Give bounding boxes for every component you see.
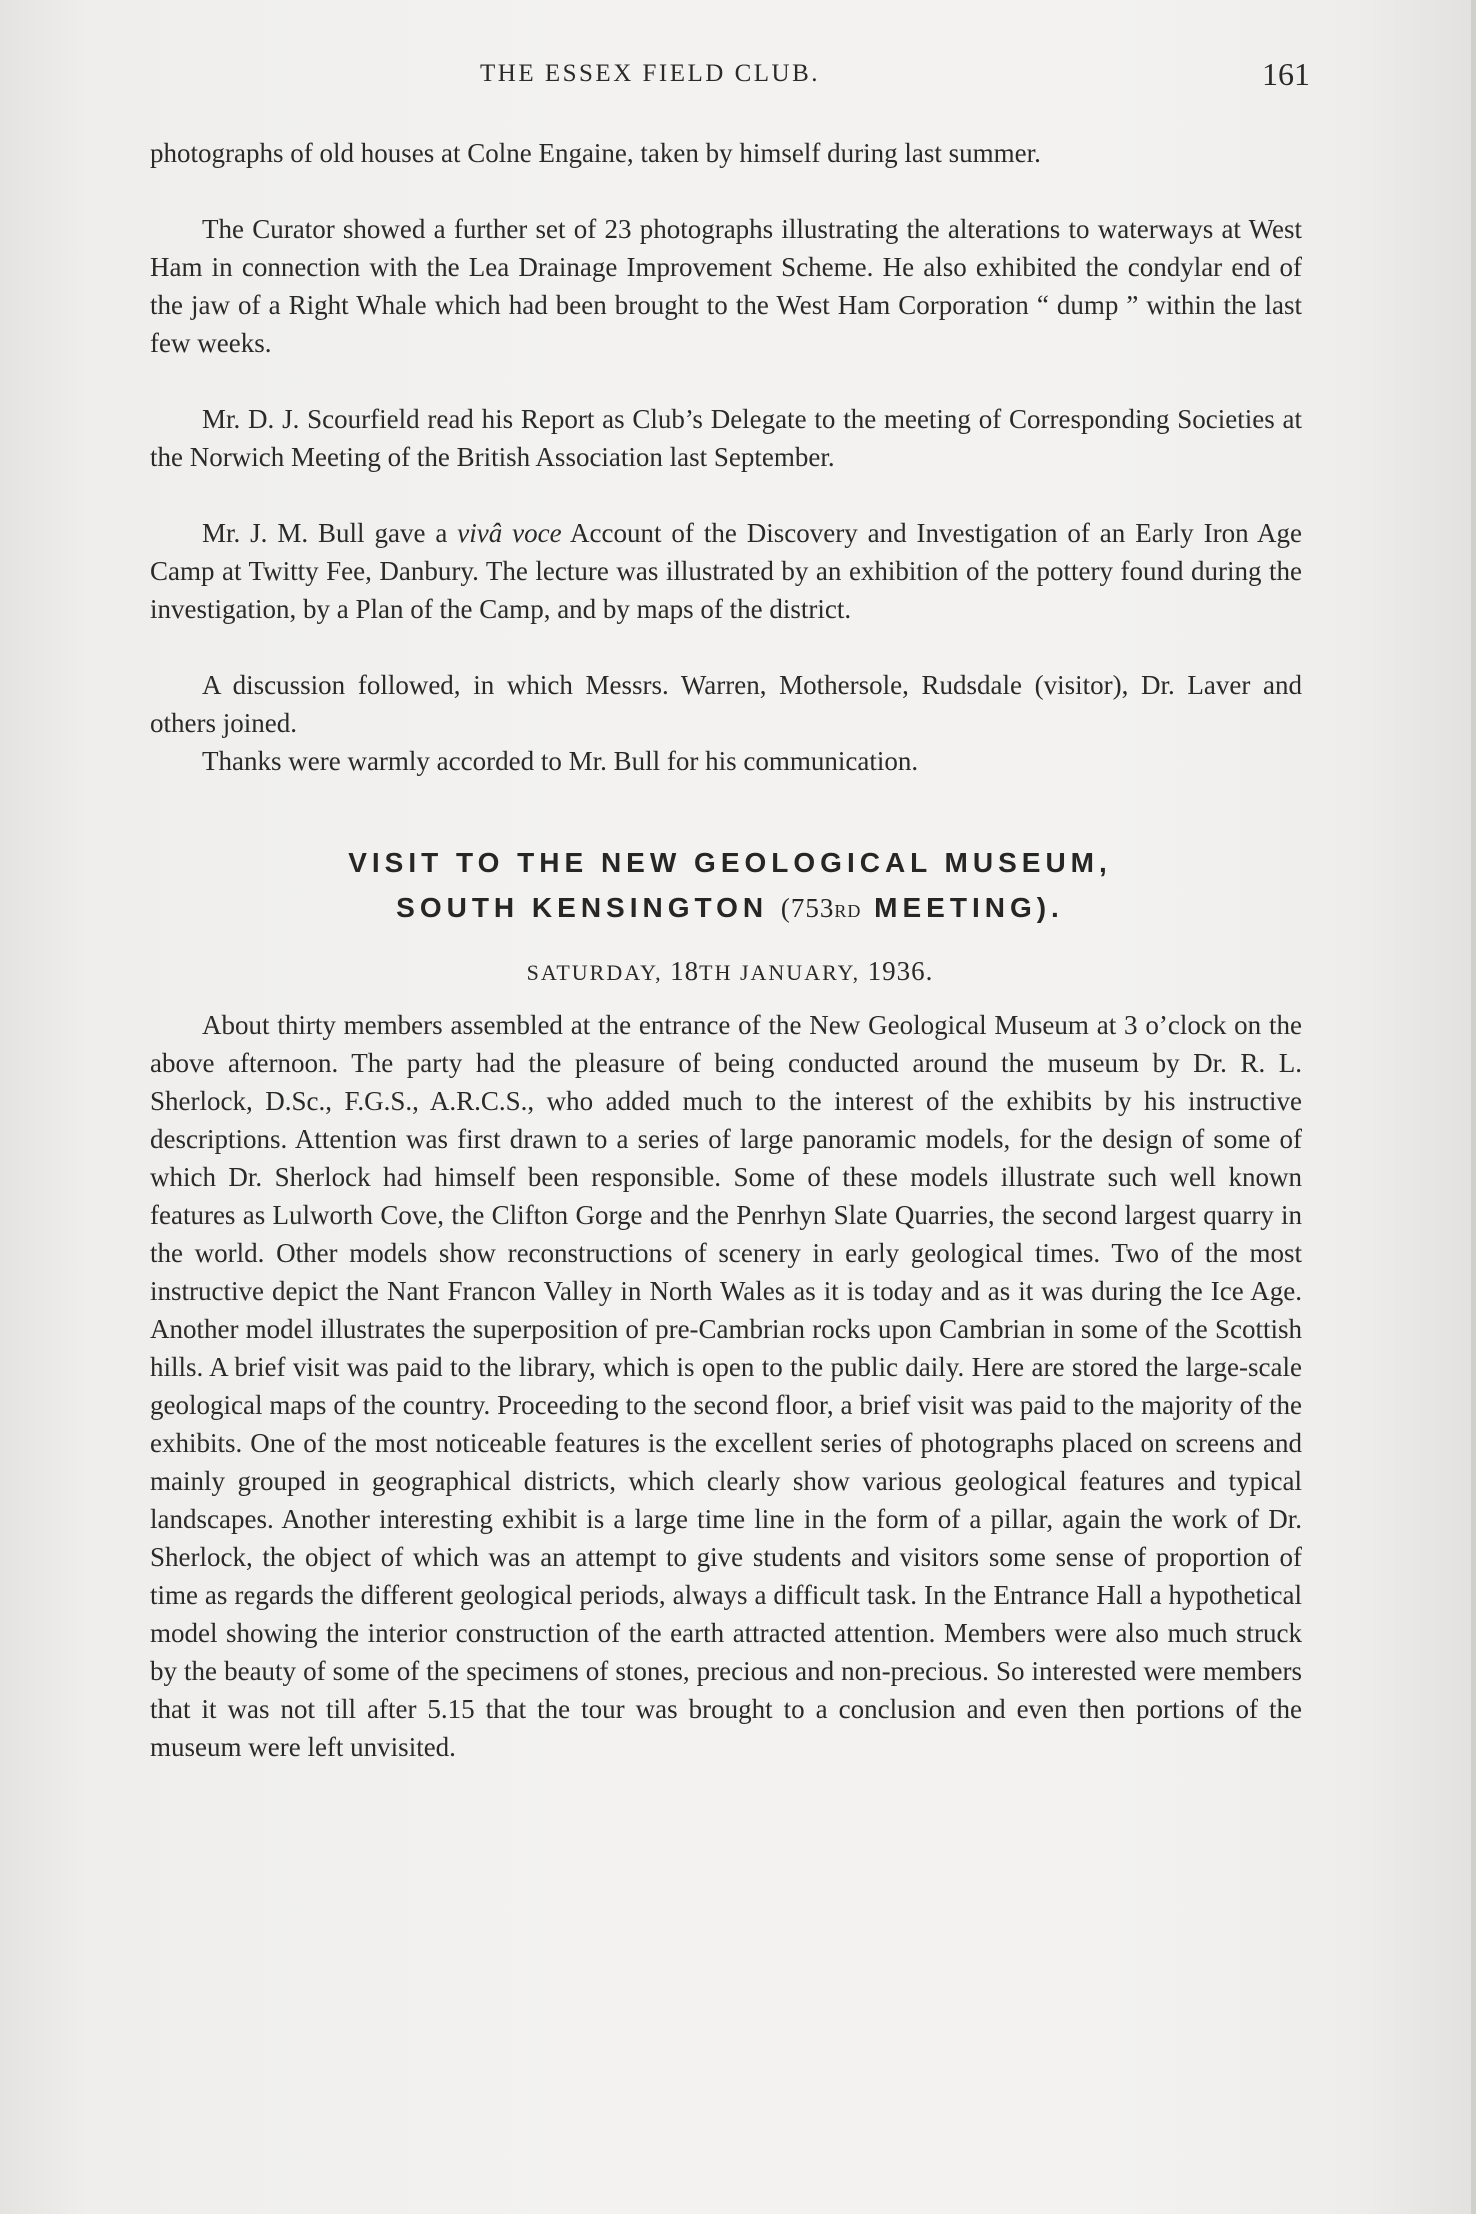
paragraph-museum-report: About thirty members assembled at the entrance of the New Geological Museum at 3 o’clock on the above afternoon. The party had the pleasure of being conducted around the museum by Dr. R. L. Sherlock, D.Sc., F.G.S., A.R.C.S., who added much to the interest of the exhibits by his instructive descriptions. Attention was first drawn to a series of large panoramic models, for the design of some of which Dr. Sherlock had himself been responsible. Some of these models illustrate such well known features as Lulworth Cove, the Clifton Gorge and the Penrhyn Slate Quarries, the second largest quarry in the world. Other models show reconstructions of scenery in early geological times. Two of the most instructive depict the Nant Francon Valley in North Wales as it is today and as it was during the Ice Age. Another model illustrates the superposition of pre-Cambrian rocks upon Cambrian in some of the Scottish hills. A brief visit was paid to the library, which is open to the public daily. Here are stored the large-scale geological maps of the country. Proceeding to the second floor, a brief visit was paid to the majority of the exhibits. One of the most noticeable features is the excellent series of photographs placed on screens and mainly grouped in geographical districts, which clearly show various geological features and typical landscapes. Another interesting exhibit is a large time line in the form of a pillar, again the work of Dr. Sherlock, the object of which was an attempt to give students and visitors some sense of proportion of time as regards the different geological periods, always a difficult task. In the Entrance Hall a hypothetical model showing the interior construction of the earth attracted attention. Members were also much struck by the beauty of some of the specimens of stones, precious and non-precious. So interested were members that it was not till after 5.15 that the tour was brought to a conclusion and even then portions of the museum were left unvisited. [150,1010,1302,1762]
date-year: 1936. [867,956,934,986]
paragraph-curator: The Curator showed a further set of 23 photographs illustrating the alterations to waterways at West Ham in connection with the Lea Drainage Improvement Scheme. He also exhibited the condylar end of the jaw of a Right Whale which had been brought to the West Ham Corporation “ dump ” within the last few weeks. [150,214,1302,358]
page-edge [1471,0,1476,2214]
meeting-title-line-2 [150,892,1310,924]
viva-voce-italic: vivâ voce [457,518,562,548]
page-header [150,56,1310,100]
page-number: 161 [1262,56,1310,92]
date-month: JANUARY, [732,960,868,985]
bull-text-rest: Account of the Discovery and Investigation of an Early Iron Age Camp at Twitty Fee, Danbury. The lecture was illustrated by an exhibition of the pottery found during the investigation, by a Plan of the Camp, and by maps of the district. [150,518,1302,624]
paragraph-continued: photographs of old houses at Colne Engaine, taken by himself during last summer. [150,138,1041,168]
date-day: 18 [670,956,700,986]
meeting-date [150,956,1310,987]
paragraph-discussion: A discussion followed, in which Messrs. Warren, Mothersole, Rudsdale (visitor), Dr. Laver and others joined. [150,670,1302,738]
date-weekday: SATURDAY, [526,960,671,985]
meeting-location: SOUTH KENSINGTON [396,892,769,923]
date-day-suffix: TH [699,960,733,985]
meeting-word: MEETING). [874,892,1064,923]
meeting-number: (753 [780,893,835,923]
meeting-number-suffix: RD [834,901,862,921]
paragraph-bull [150,514,1302,628]
paragraph-scourfield: Mr. D. J. Scourfield read his Report as Club’s Delegate to the meeting of Corresponding Societies at the Norwich Meeting of the British Association last September. [150,404,1302,472]
meeting-title-line-1: VISIT TO THE NEW GEOLOGICAL MUSEUM, [348,847,1112,878]
paragraph-thanks: Thanks were warmly accorded to Mr. Bull for his communication. [202,746,919,776]
bull-text-start: Mr. J. M. Bull gave a [202,518,458,548]
running-head: THE ESSEX FIELD CLUB. [480,60,820,87]
